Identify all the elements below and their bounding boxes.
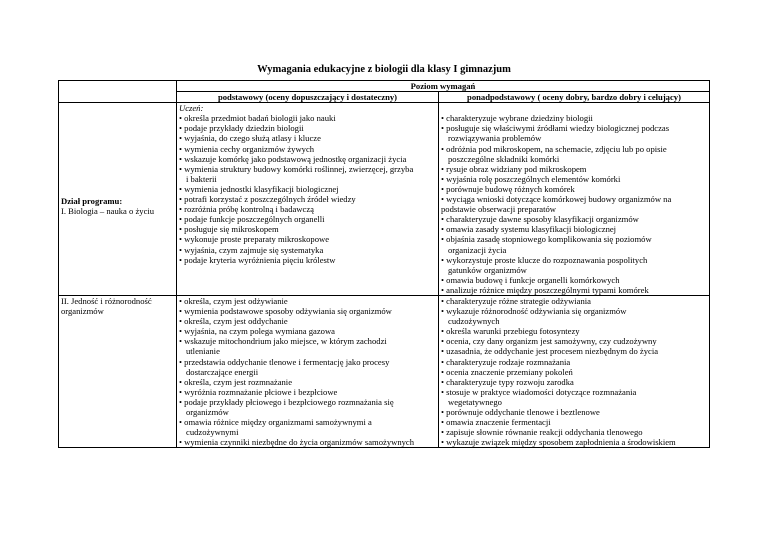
list-item: • posługuje się właściwymi źródłami wiedzy biologicznej podczas [441,123,670,134]
list-item: podstawie obserwacji preparatów [441,204,557,215]
list-item: • charakteryzuje dawne sposoby klasyfikacji organizmów [441,214,639,225]
list-item: • wykazuje związek między sposobem zapłodnienia a środowiskiem [441,437,676,448]
advanced-requirements-cell [439,295,710,447]
advanced-requirements-cell [439,103,710,296]
list-item: • uzasadnia, że oddychanie jest procesem niezbędnym do życia [441,346,659,357]
list-item: cudzożywnych [448,316,500,327]
list-item: • wymienia cechy organizmów żywych [179,143,315,154]
list-item: • omawia budowę i funkcje organelli komórkowych [441,274,620,285]
list-item: • rozróżnia próbę kontrolną i badawczą [179,204,314,215]
basic-level-header: podstawowy (oceny dopuszczający i dostateczny) [177,92,439,103]
list-item: cudzożywnymi [186,427,239,438]
list-item: • wyjaśnia, na czym polega wymiana gazowa [179,326,335,337]
list-item: • wykorzystuje proste klucze do rozpoznawania pospolitych [441,254,648,265]
list-item: organizmów [186,407,229,417]
section-name: I. Biologia – nauka o życiu [61,206,155,217]
list-item: • określa, czym jest odżywianie [179,295,288,306]
basic-requirements-cell [177,295,439,447]
list-item: • rysuje obraz widziany pod mikroskopem [441,163,587,174]
list-item: Uczeń: [179,103,204,114]
list-item: • wymienia czynniki niezbędne do życia organizmów samożywnych [179,437,415,448]
list-item: poszczególne składniki komórki [448,153,560,164]
list-item: • charakteryzuje typy rozwoju zarodka [441,376,574,387]
list-item: • porównuje oddychanie tlenowe i beztlenowe [441,407,600,417]
list-item: • wymienia jednostki klasyfikacji biologicznej [179,183,339,194]
list-item: • zapisuje słownie równanie reakcji oddychania tlenowego [441,427,643,438]
list-item: • wskazuje mitochondrium jako miejsce, w którym zachodzi [179,336,387,347]
section-name-continued: organizmów [61,306,104,317]
list-item: • stosuje w praktyce wiadomości dotyczące rozmnażania [441,386,637,397]
requirements-table [58,80,710,448]
list-item: • określa, czym jest rozmnażanie [179,376,293,387]
list-item: • podaje przykłady dziedzin biologii [179,123,304,134]
list-item: • przedstawia oddychanie tlenowe i fermentację jako procesy [179,356,390,367]
list-item: organizacji życia [448,244,507,255]
list-item: • wyciąga wnioski dotyczące komórkowej budowy organizmów na [441,194,672,205]
section-row-2 [59,295,710,447]
section-name: II. Jedność i różnorodność [61,295,152,306]
list-item: • porównuje budowę różnych komórek [441,183,575,194]
list-item [441,103,707,113]
list-item: i bakterii [186,173,217,184]
list-item: • charakteryzuje rodzaje rozmnażania [441,356,571,367]
list-item: • omawia zasady systemu klasyfikacji biologicznej [441,224,617,235]
list-item: • potrafi korzystać z poszczególnych źródeł wiedzy [179,194,356,205]
advanced-level-header: ponadpodstawowy ( oceny dobry, bardzo dobry i celujący) [439,92,710,103]
list-item: • ocenia znaczenie przemiany pokoleń [441,366,573,377]
list-item: • wskazuje komórkę jako podstawową jednostkę organizacji życia [179,153,407,164]
header-row-1 [59,81,710,92]
list-item: • omawia różnice między organizmami samożywnymi a [179,417,372,428]
list-item: • podaje przykłady płciowego i bezpłciowego rozmnażania się [179,396,394,407]
section-name-cell [59,295,177,447]
list-item: utlenianie [186,346,220,357]
list-item: gatunków organizmów [448,264,527,275]
list-item: • określa warunki przebiegu fotosyntezy [441,326,580,337]
list-item: • wyróżnia rozmnażanie płciowe i bezpłciowe [179,386,338,397]
list-item: • wykazuje różnorodność odżywiania się organizmów [441,306,627,317]
list-item: • posługuje się mikroskopem [179,224,279,235]
document-title: Wymagania edukacyjne z biologii dla klasy I gimnazjum [257,64,511,75]
basic-requirements-cell [177,103,439,296]
list-item: • wyjaśnia, do czego służą atlasy i klucze [179,133,321,144]
list-item: • wyjaśnia rolę poszczególnych elementów komórki [441,173,621,184]
list-item: • podaje kryteria wyróżnienia pięciu królestw [179,254,336,265]
list-item: • objaśnia zasadę stopniowego komplikowania się poziomów [441,234,652,245]
list-item: • wykonuje proste preparaty mikroskopowe [179,234,330,245]
list-item: • omawia znaczenie fermentacji [441,417,551,428]
list-item: • odróżnia pod mikroskopem, na schemacie, zdjęciu lub po opisie [441,143,667,154]
list-item: dostarczające energii [186,366,259,377]
list-item: • wymienia podstawowe sposoby odżywiania się organizmów [179,306,392,317]
list-item: rozwiązywania problemów [448,133,542,144]
list-item: • wyjaśnia, czym zajmuje się systematyka [179,244,324,255]
list-item: • podaje funkcje poszczególnych organelli [179,214,325,225]
list-item: • ocenia, czy dany organizm jest samożywny, czy cudzożywny [441,336,657,347]
header-empty-cell [59,81,177,103]
list-item: wegetatywnego [448,396,502,407]
list-item: • analizuje różnice między poszczególnymi typami komórek [441,284,649,295]
list-item: • wymienia struktury budowy komórki roślinnej, zwierzęcej, grzyba [179,163,414,174]
list-item: • charakteryzuje wybrane dziedziny biologii [441,113,593,124]
list-item: • określa, czym jest oddychanie [179,316,288,327]
section-row-1 [59,103,710,296]
level-header: Poziom wymagań [177,81,710,92]
list-item: • charakteryzuje różne strategie odżywiania [441,295,591,306]
section-name-cell [59,103,177,296]
list-item: • określa przedmiot badań biologii jako nauki [179,113,336,124]
section-label: Dział programu: [61,196,123,207]
